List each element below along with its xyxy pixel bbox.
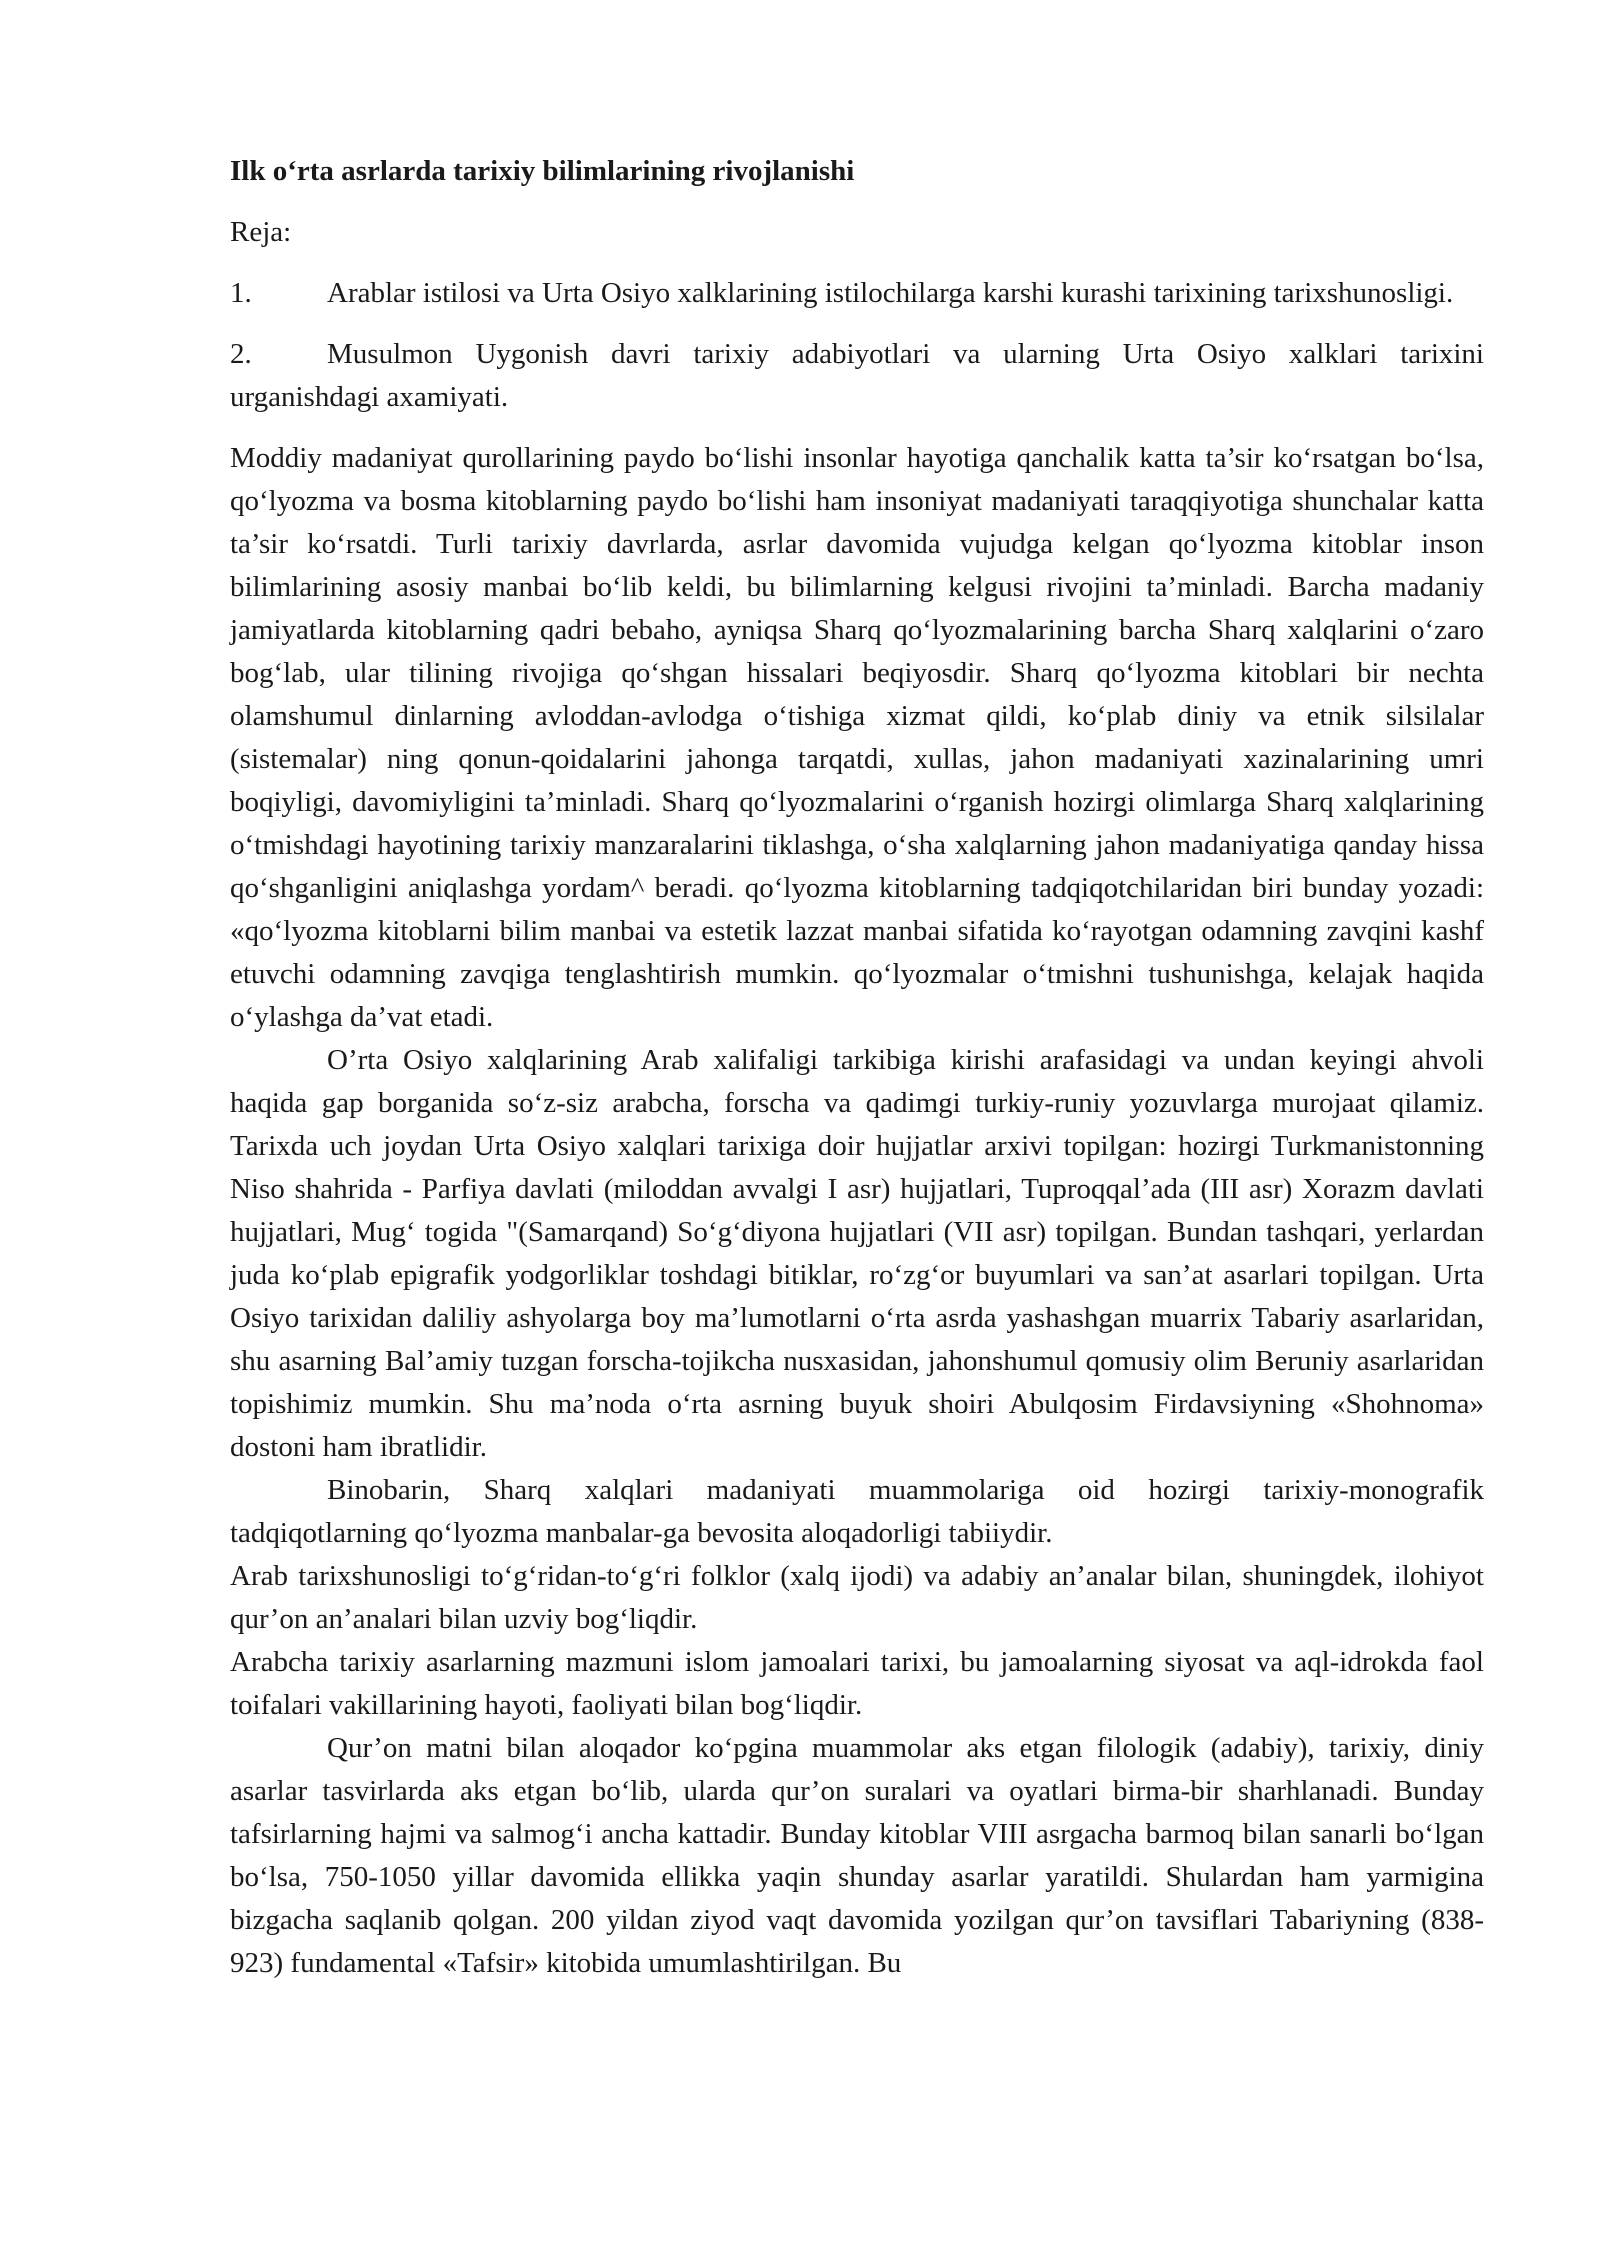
body-paragraph-3: Binobarin, Sharq xalqlari madaniyati muammolariga oid hozirgi tarixiy-monografik tadqiqotlarning qo‘lyozma manbalar-ga bevosita aloqadorligi tabiiydir.: [230, 1474, 1484, 1549]
plan-item-number: 1.: [230, 277, 252, 309]
plan-label: Reja:: [230, 216, 292, 248]
document-page: [230, 150, 1484, 1985]
body-paragraph-5: Arabcha tarixiy asarlarning mazmuni islom jamoalari tarixi, bu jamoalarning siyosat va aql-idrokda faol toifalari vakillarining hayoti, faoliyati bilan bog‘liqdir.: [230, 1646, 1484, 1721]
plan-item-text: Arablar istilosi va Urta Osiyo xalklarining istilochilarga karshi kurashi tarixining tarixshunosligi.: [327, 277, 1454, 309]
plan-item-1: [230, 272, 1484, 315]
body-paragraph-2: O’rta Osiyo xalqlarining Arab xalifaligi tarkibiga kirishi arafasidagi va undan keyingi ahvoli haqida gap borganida so‘z-siz arabcha, forscha va qadimgi turkiy-runiy yozuvlarga murojaat qilamiz. Tarixda uch joydan Urta Osiyo xalqlari tarixiga doir hujjatlar arxivi topilgan: hozirgi Turkmanistonning Niso shahrida - Parfiya davlati (miloddan avvalgi I asr) hujjatlari, Tuproqqal’ada (III asr) Xorazm davlati hujjatlari, Mug‘ togida "(Samarqand) So‘g‘diyona hujjatlari (VII asr) topilgan. Bundan tashqari, yerlardan juda ko‘plab epigrafik yodgorliklar toshdagi bitiklar, ro‘zg‘or buyumlari va san’at asarlari topilgan. Urta Osiyo tarixidan daliliy ashyolarga boy ma’lumotlarni o‘rta asrda yashashgan muarrix Tabariy asarlaridan, shu asarning Bal’amiy tuzgan forscha-tojikcha nusxasidan, jahonshumul qomusiy olim Beruniy asarlaridan topishimiz mumkin. Shu ma’noda o‘rta asrning buyuk shoiri Abulqosim Firdavsiyning «Shohnoma» dostoni ham ibratlidir.: [230, 1044, 1484, 1463]
document-title: Ilk o‘rta asrlarda tarixiy bilimlarining rivojlanishi: [230, 155, 855, 187]
body-paragraph-1: Moddiy madaniyat qurollarining paydo bo‘lishi insonlar hayotiga qanchalik katta ta’sir ko‘rsatgan bo‘lsa, qo‘lyozma va bosma kitoblarning paydo bo‘lishi ham insoniyat madaniyati taraqqiyotiga shunchalar katta ta’sir ko‘rsatdi. Turli tarixiy davrlarda, asrlar davomida vujudga kelgan qo‘lyozma kitoblar inson bilimlarining asosiy manbai bo‘lib keldi, bu bilimlarning kelgusi rivojini ta’minladi. Barcha madaniy jamiyatlarda kitoblarning qadri bebaho, ayniqsa Sharq qo‘lyozmalarining barcha Sharq xalqlarini o‘zaro bog‘lab, ular tilining rivojiga qo‘shgan hissalari beqiyosdir. Sharq qo‘lyozma kitoblari bir nechta olamshumul dinlarning avloddan-avlodga o‘tishiga xizmat qildi, ko‘plab diniy va etnik silsilalar (sistemalar) ning qonun-qoidalarini jahonga tarqatdi, xullas, jahon madaniyati xazinalarining umri boqiyligi, davomiyligini ta’minladi. Sharq qo‘lyozmalarini o‘rganish hozirgi olimlarga Sharq xalqlarining o‘tmishdagi hayotining tarixiy manzaralarini tiklashga, o‘sha xalqlarning jahon madaniyatiga qanday hissa qo‘shganligini aniqlashga yordam^ beradi. qo‘lyozma kitoblarning tadqiqotchilaridan biri bunday yozadi: «qo‘lyozma kitoblarni bilim manbai va estetik lazzat manbai sifatida ko‘rayotgan odamning zavqini kashf etuvchi odamning zavqiga tenglashtirish mumkin. qo‘lyozmalar o‘tmishni tushunishga, kelajak haqida o‘ylashga da’vat etadi.: [230, 442, 1484, 1033]
body-paragraph-4: Arab tarixshunosligi to‘g‘ridan-to‘g‘ri folklor (xalq ijodi) va adabiy an’analar bilan, shuningdek, ilohiyot qur’on an’analari bilan uzviy bog‘liqdir.: [230, 1560, 1484, 1635]
plan-item-text: Musulmon Uygonish davri tarixiy adabiyotlari va ularning Urta Osiyo xalklari tarixini urganishdagi axamiyati.: [230, 338, 1484, 413]
plan-item-2: [230, 333, 1484, 419]
plan-item-number: 2.: [230, 338, 252, 370]
body-paragraph-6: Qur’on matni bilan aloqador ko‘pgina muammolar aks etgan filologik (adabiy), tarixiy, diniy asarlar tasvirlarda aks etgan bo‘lib, ularda qur’on suralari va oyatlari birma-bir sharhlanadi. Bunday tafsirlarning hajmi va salmog‘i ancha kattadir. Bunday kitoblar VIII asrgacha barmoq bilan sanarli bo‘lgan bo‘lsa, 750-1050 yillar davomida ellikka yaqin shunday asarlar yaratildi. Shulardan ham yarmigina bizgacha saqlanib qolgan. 200 yildan ziyod vaqt davomida yozilgan qur’on tavsiflari Tabariyning (838-923) fundamental «Tafsir» kitobida umumlashtirilgan. Bu: [230, 1732, 1484, 1979]
